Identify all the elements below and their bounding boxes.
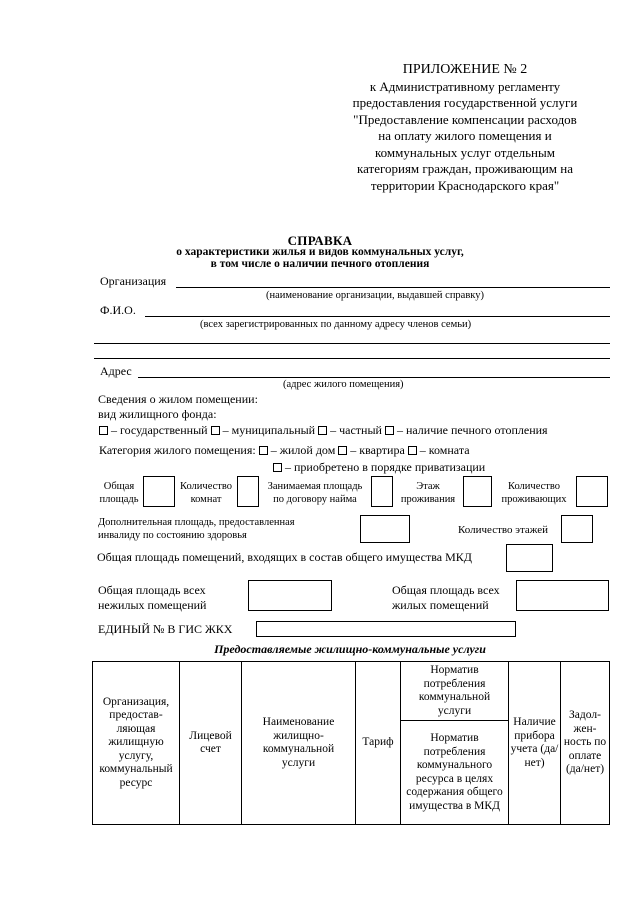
document-header [300,62,630,194]
checkbox-private[interactable] [318,426,327,435]
nonresidential-area-label [98,583,206,613]
rented-area-input[interactable] [371,476,393,507]
header-service-name: Наименование жилищно-коммунальной услуги [242,662,356,825]
checkbox-privatized[interactable] [273,463,282,472]
common-area-label: Общая площадь помещений, входящих в состав общего имущества МКД [97,550,472,564]
checkbox-house[interactable] [259,446,268,455]
floors-count-input[interactable] [561,515,593,543]
residential-area-label [392,583,500,613]
checkbox-apartment[interactable] [338,446,347,455]
address-field[interactable] [138,377,610,378]
fio-field[interactable] [145,316,610,317]
floor-label [393,480,463,506]
residential-area-label-2: жилых помещений [392,598,489,612]
fio-field-extra-line[interactable] [94,358,610,359]
address-caption: (адрес жилого помещения) [283,379,404,390]
floor-label-1: Этаж [416,481,440,492]
total-area-input[interactable] [143,476,175,507]
option-state: – государственный [111,423,208,437]
page-subtitle: в том числе о наличии печного отопления [210,258,430,270]
header-line: предоставления государственной услуги [352,95,578,110]
services-table [92,661,610,825]
header-line: категориям граждан, проживающим на [356,161,574,176]
option-house: – жилой дом [270,443,336,457]
gis-label: ЕДИНЫЙ № В ГИС ЖКХ [98,622,233,636]
checkbox-room[interactable] [408,446,417,455]
residents-label-2: проживающих [501,494,567,505]
option-stove-heating: – наличие печного отопления [396,423,548,437]
fio-caption: (всех зарегистрированных по данному адресу членов семьи) [200,319,472,330]
organization-field[interactable] [176,287,610,288]
checkbox-state[interactable] [99,426,108,435]
rooms-input[interactable] [237,476,259,507]
floors-count-label: Количество этажей [458,524,549,536]
nonresidential-area-input[interactable] [248,580,332,611]
rented-area-label-2: по договору найма [273,494,357,505]
extra-area-input[interactable] [360,515,410,543]
header-norm-resource: Норматив потребления коммунального ресурса в целях содержания общего имущества в МКД [401,721,509,825]
header-line: на оплату жилого помещения и [378,128,552,143]
header-tariff: Тариф [356,662,401,825]
gis-number-input[interactable] [256,621,516,637]
fund-type-label: вид жилищного фонда: [98,407,217,421]
rented-area-label [259,480,371,506]
floor-label-2: проживания [400,494,456,505]
option-privatized: – приобретено в порядке приватизации [285,460,486,474]
extra-area-label-1: Дополнительная площадь, предоставленная [98,517,295,528]
address-label: Адрес [100,364,132,378]
nonresidential-area-label-2: нежилых помещений [98,598,207,612]
fio-field-extra-line[interactable] [94,343,610,344]
total-area-label-1: Общая [103,481,135,492]
page-subtitle: о характеристики жилья и видов коммунальных услуг, [176,246,464,258]
fund-type-options [99,423,548,437]
header-line: к Административному регламенту [369,78,561,94]
total-area-label [95,480,143,506]
residents-input[interactable] [576,476,608,507]
header-norm-service: Норматив потребления коммунальной услуги [401,662,509,721]
option-room: – комната [419,443,470,457]
residential-area-label-1: Общая площадь всех [392,583,500,597]
header-organization: Организация, предостав-ляющая жилищную услугу, коммунальный ресурс [93,662,180,825]
residential-area-input[interactable] [516,580,609,611]
organization-label: Организация [100,274,167,288]
residents-label [494,480,574,506]
appendix-number: ПРИЛОЖЕНИЕ № 2 [402,62,528,77]
header-line: коммунальных услуг отдельным [375,144,555,160]
total-area-label-2: площадь [99,494,139,505]
category-label: Категория жилого помещения: [99,443,256,457]
floor-input[interactable] [463,476,492,507]
fio-label: Ф.И.О. [100,303,136,317]
option-municipal: – муниципальный [222,423,316,437]
page-title: СПРАВКА [287,233,353,248]
rooms-label-2: комнат [190,494,222,505]
rooms-label-1: Количество [179,481,233,492]
residents-label-1: Количество [507,481,561,492]
option-private: – частный [330,423,382,437]
header-line: территории Краснодарского края" [370,177,560,193]
extra-area-label-2: инвалиду по состоянию здоровья [98,530,247,541]
category-row [99,443,470,457]
rooms-label [175,480,237,506]
header-debt: Задол-жен-ность по оплате (да/нет) [561,662,610,825]
header-meter: Наличие прибора учета (да/нет) [509,662,561,825]
checkbox-stove-heating[interactable] [385,426,394,435]
header-line: "Предоставление компенсации расходов [353,111,577,127]
rented-area-label-1: Занимаемая площадь [267,481,363,492]
services-title: Предоставляемые жилищно-коммунальные услуги [214,642,486,656]
option-apartment: – квартира [350,443,405,457]
extra-area-label [98,516,295,542]
nonresidential-area-label-1: Общая площадь всех [98,583,206,597]
privatized-row [273,460,485,474]
header-account: Лицевой счет [180,662,242,825]
checkbox-municipal[interactable] [211,426,220,435]
organization-caption: (наименование организации, выдавшей справку) [266,290,485,301]
housing-info-label: Сведения о жилом помещении: [98,392,258,406]
common-area-input[interactable] [506,544,553,572]
